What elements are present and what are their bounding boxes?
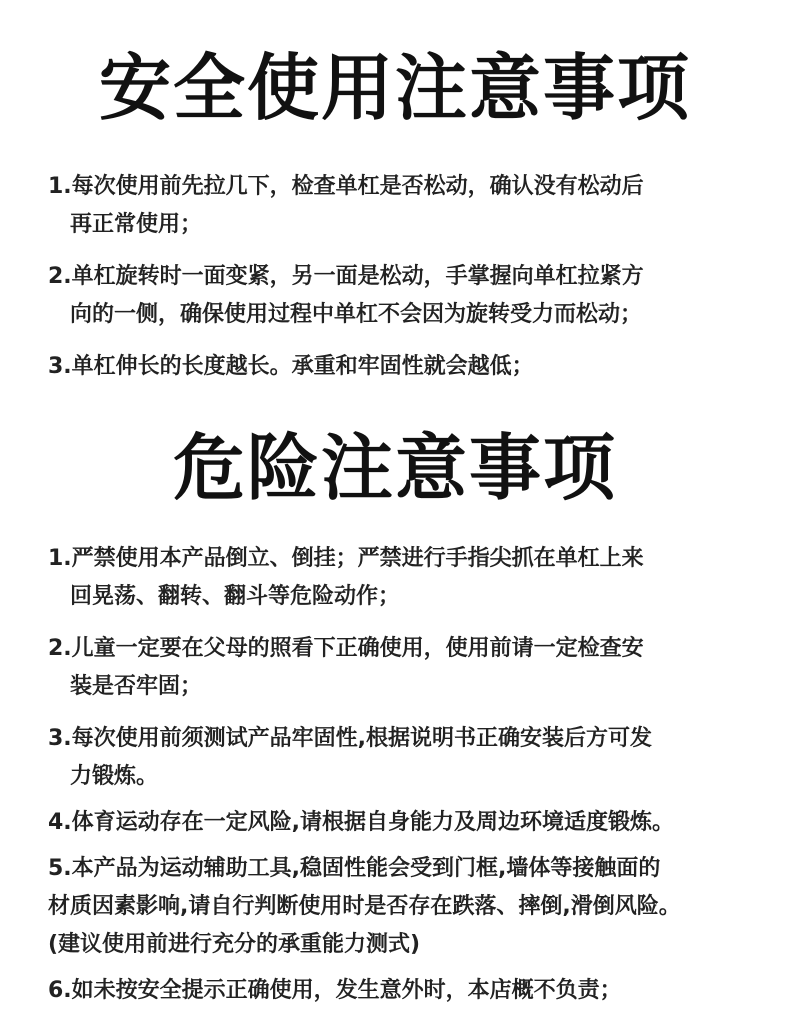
danger-item-5-line1: 5.本产品为运动辅助工具,稳固性能会受到门框,墙体等接触面的 — [48, 856, 661, 881]
danger-item-3-line2: 力锻炼。 — [70, 764, 159, 789]
danger-item-2-line1: 2.儿童一定要在父母的照看下正确使用，使用前请一定检查安 — [48, 636, 644, 661]
safety-notes-list — [48, 168, 768, 386]
danger-item-1-line1: 1.严禁使用本产品倒立、倒挂；严禁进行手指尖抓在单杠上来 — [48, 546, 644, 571]
safety-item-3-line1: 3.单杠伸长的长度越长。承重和牢固性就会越低； — [48, 354, 534, 379]
danger-item-2 — [48, 630, 768, 706]
danger-item-6 — [48, 972, 768, 1010]
danger-item-3 — [48, 720, 768, 796]
safety-item-1-line2: 再正常使用； — [70, 212, 203, 237]
danger-item-5-line2: 材质因素影响,请自行判断使用时是否存在跌落、摔倒,滑倒风险。 — [48, 894, 681, 919]
safety-item-2 — [48, 258, 768, 334]
danger-notes-list — [48, 540, 768, 1010]
danger-item-1 — [48, 540, 768, 616]
danger-item-3-line1: 3.每次使用前须测试产品牢固性,根据说明书正确安装后方可发 — [48, 726, 653, 751]
danger-item-4 — [48, 804, 768, 842]
danger-item-4-line1: 4.体育运动存在一定风险,请根据自身能力及周边环境适度锻炼。 — [48, 810, 675, 835]
danger-item-1-line2: 回晃荡、翻转、翻斗等危险动作； — [70, 584, 401, 609]
safety-item-1 — [48, 168, 768, 244]
danger-item-5 — [48, 850, 768, 964]
danger-item-6-line1: 6.如未按安全提示正确使用，发生意外时，本店概不负责； — [48, 978, 622, 1003]
danger-item-2-line2: 装是否牢固； — [70, 674, 203, 699]
safety-item-2-line1: 2.单杠旋转时一面变紧，另一面是松动，手掌握向单杠拉紧方 — [48, 264, 644, 289]
safety-title: 安全使用注意事项 — [98, 46, 691, 130]
safety-item-3 — [48, 348, 768, 386]
danger-title: 危险注意事项 — [172, 426, 617, 510]
safety-item-1-line1: 1.每次使用前先拉几下，检查单杠是否松动，确认没有松动后 — [48, 174, 644, 199]
safety-item-2-line2: 向的一侧，确保使用过程中单杠不会因为旋转受力而松动； — [70, 302, 643, 327]
danger-item-5-line3: (建议使用前进行充分的承重能力测式) — [48, 932, 421, 957]
